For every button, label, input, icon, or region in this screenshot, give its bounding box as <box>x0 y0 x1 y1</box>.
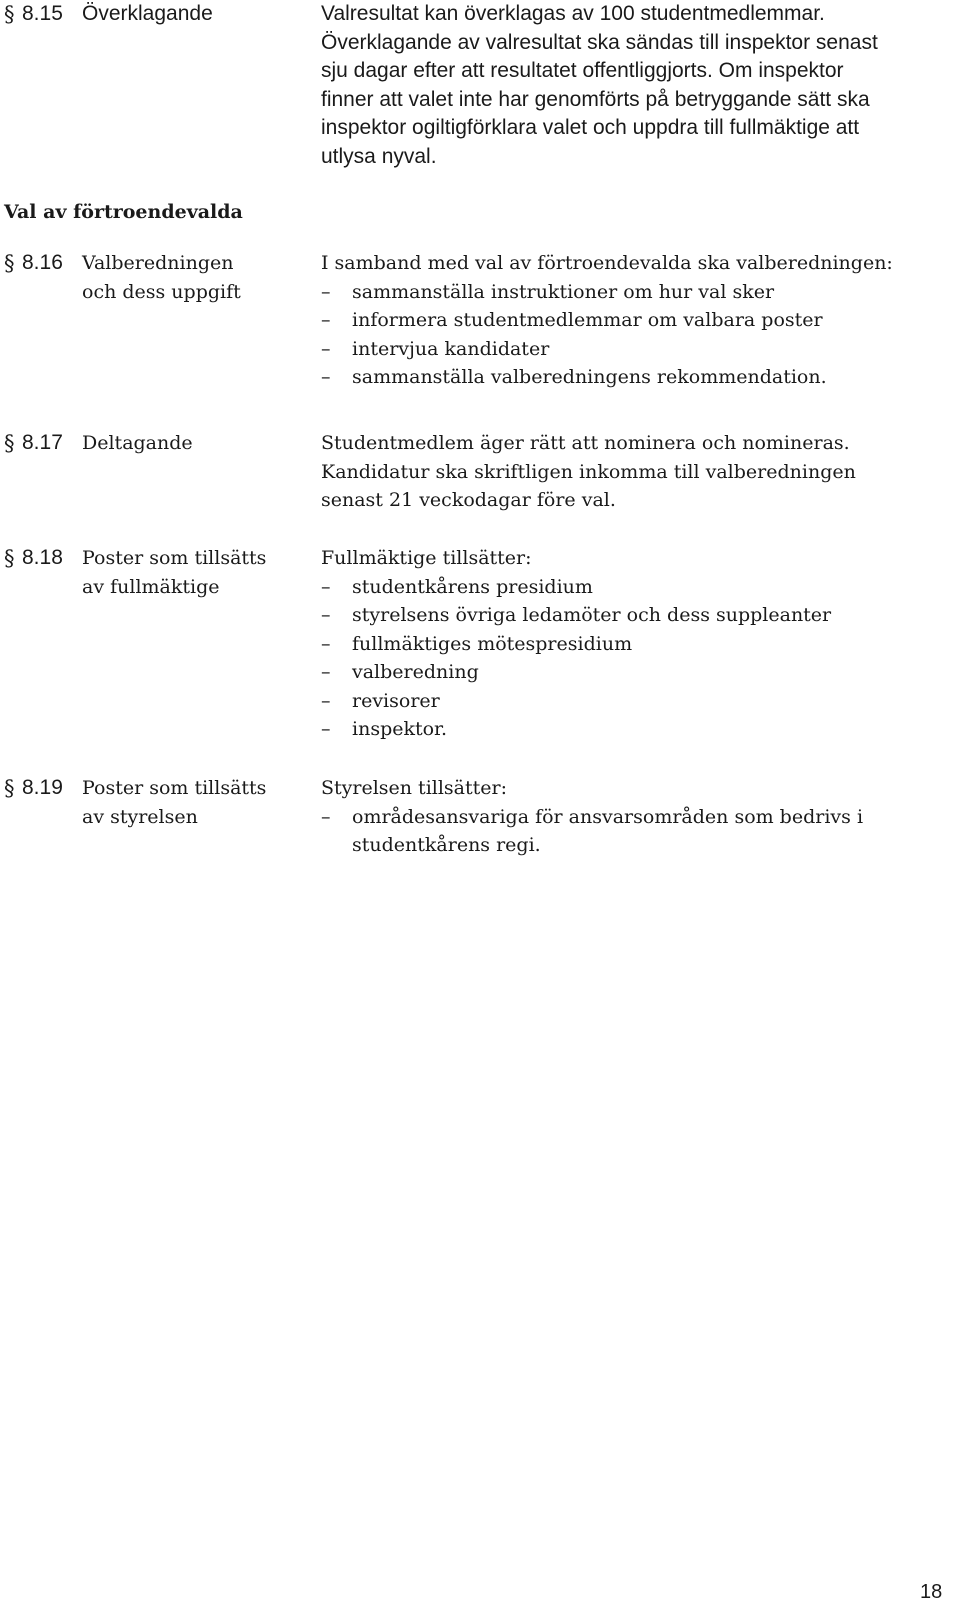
bullet-list <box>321 803 953 860</box>
section-number: 8.16 <box>22 251 63 274</box>
section-number: 8.19 <box>22 776 63 799</box>
dash-marker: – <box>321 309 331 331</box>
list-item-text: sammanställa valberedningens rekommendation. <box>352 366 827 388</box>
body-line: senast 21 veckodagar före val. <box>321 489 616 511</box>
body-line: Kandidatur ska skriftligen inkomma till valberedningen <box>321 460 856 483</box>
section-number: 8.15 <box>22 2 63 25</box>
dash-marker: – <box>321 689 331 712</box>
list-item <box>321 803 942 860</box>
section-title: Poster som tillsätts av styrelsen <box>82 777 267 828</box>
list-item <box>321 715 953 744</box>
body-line: sju dagar efter att resultatet offentliggjorts. Om inspektor <box>321 59 844 82</box>
list-item <box>321 687 953 716</box>
dash-marker: – <box>321 337 331 360</box>
list-item <box>321 573 953 602</box>
list-item-text: revisorer <box>352 689 440 712</box>
list-item <box>321 278 953 307</box>
body-line: inspektor ogiltigförklara valet och uppdra till fullmäktige att <box>321 116 860 139</box>
list-item-text: inspektor. <box>352 718 448 740</box>
list-item-text: intervjua kandidater <box>352 337 550 360</box>
body-line: Studentmedlem äger rätt att nominera och nomineras. <box>321 432 850 454</box>
section-title: Överklagande <box>82 2 213 25</box>
dash-marker: – <box>321 604 331 626</box>
bullet-list <box>321 278 953 392</box>
section-intro: I samband med val av förtroendevalda ska valberedningen: <box>321 252 893 274</box>
list-item-text: fullmäktiges mötespresidium <box>352 632 633 655</box>
section-title: Deltagande <box>82 432 193 454</box>
section-body <box>321 429 953 515</box>
section-title: Valberedningen och dess uppgift <box>82 252 241 303</box>
section-sign: § <box>4 251 15 275</box>
section-number: 8.18 <box>22 546 63 569</box>
dash-marker: – <box>321 805 331 828</box>
section-body <box>321 544 953 744</box>
section-sign: § <box>4 2 15 26</box>
section-number: 8.17 <box>22 431 63 454</box>
list-item <box>321 306 953 335</box>
section-sign: § <box>4 776 15 800</box>
list-item-text: områdesansvariga för ansvarsområden som bedrivs i studentkårens regi. <box>352 805 864 856</box>
list-item <box>321 601 953 630</box>
section-sign: § <box>4 546 15 570</box>
section-body <box>321 249 953 392</box>
list-item <box>321 335 953 364</box>
list-item-text: informera studentmedlemmar om valbara poster <box>352 309 823 331</box>
dash-marker: – <box>321 632 331 655</box>
section-title: Poster som tillsätts av fullmäktige <box>82 547 267 598</box>
dash-marker: – <box>321 718 331 740</box>
page-number: 18 <box>920 1581 943 1603</box>
chapter-heading: Val av förtroendevalda <box>4 201 243 223</box>
bullet-list <box>321 573 953 744</box>
section-body <box>321 0 951 171</box>
dash-marker: – <box>321 575 331 598</box>
list-item-text: sammanställa instruktioner om hur val sker <box>352 280 775 303</box>
body-line: Överklagande av valresultat ska sändas till inspektor senast <box>321 30 878 54</box>
list-item-text: styrelsens övriga ledamöter och dess suppleanter <box>352 604 832 626</box>
dash-marker: – <box>321 661 331 683</box>
list-item <box>321 630 953 659</box>
section-sign: § <box>4 431 15 455</box>
body-line: Valresultat kan överklagas av 100 studentmedlemmar. <box>321 2 825 25</box>
dash-marker: – <box>321 366 331 388</box>
dash-marker: – <box>321 280 331 303</box>
list-item <box>321 363 953 392</box>
body-line: finner att valet inte har genomförts på betryggande sätt ska <box>321 87 870 111</box>
section-body <box>321 774 953 860</box>
list-item-text: valberedning <box>352 661 479 683</box>
list-item <box>321 658 953 687</box>
list-item-text: studentkårens presidium <box>352 575 593 598</box>
body-line: utlysa nyval. <box>321 144 437 168</box>
section-intro: Fullmäktige tillsätter: <box>321 547 532 569</box>
section-intro: Styrelsen tillsätter: <box>321 777 508 799</box>
